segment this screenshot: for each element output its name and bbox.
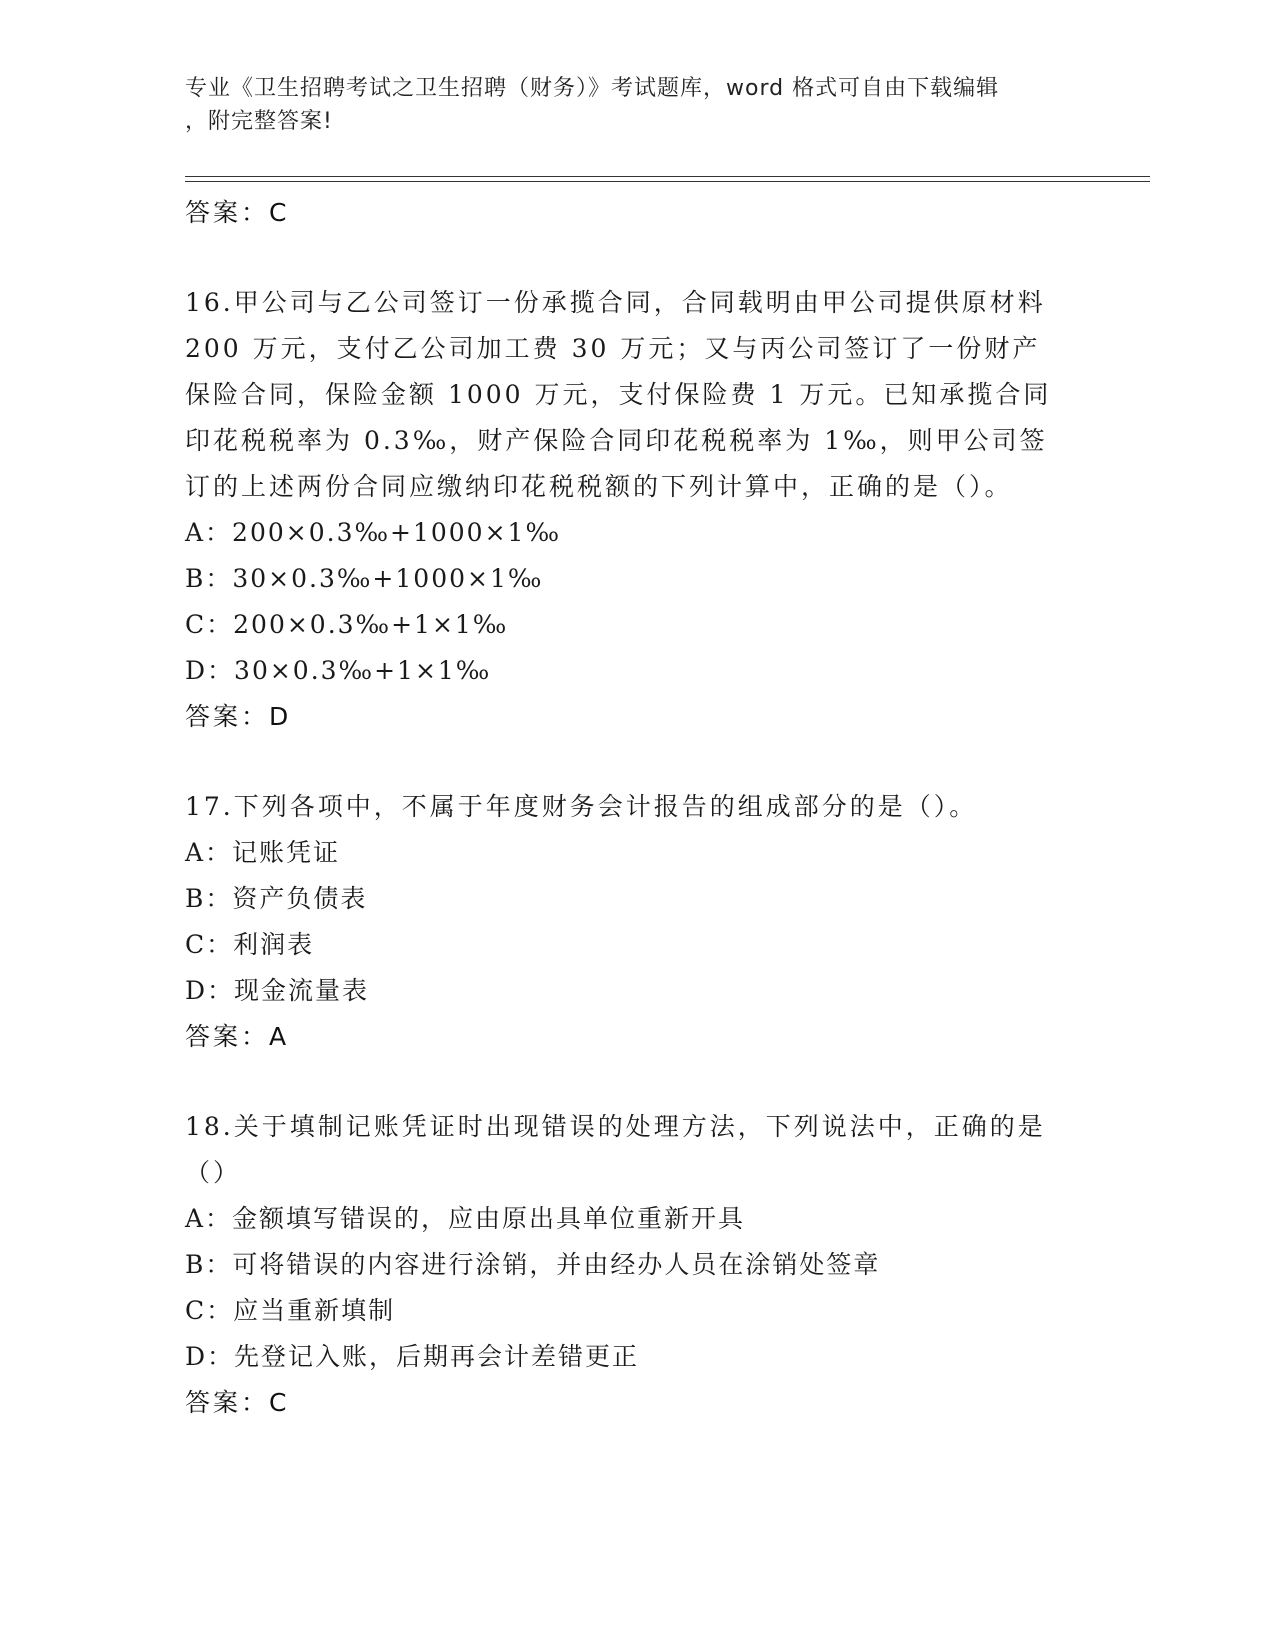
page-header bbox=[185, 72, 1065, 138]
header-line-2: ，附完整答案! bbox=[185, 109, 333, 134]
header-divider bbox=[185, 176, 1150, 182]
question-16-stem: 16.甲公司与乙公司签订一份承揽合同，合同载明由甲公司提供原材料 200 万元，支付乙公司加工费 30 万元；又与丙公司签订了一份财产保险合同，保险金额 1000 万元，支付保险费 1 万元。已知承揽合同印花税税率为 0.3‰，财产保险合同印花税税率为 1‰，则甲公司签订的上述两份合同应缴纳印花税税额的下列计算中，正确的是（）。 bbox=[185, 288, 1052, 501]
question-17-option-a: A：记账凭证 bbox=[185, 838, 341, 867]
question-18-option-d: D：先登记入账，后期再会计差错更正 bbox=[185, 1342, 640, 1371]
question-16-option-d: D：30×0.3‰+1×1‰ bbox=[185, 656, 492, 685]
document-body bbox=[185, 190, 1065, 1426]
question-18 bbox=[185, 1104, 1065, 1426]
question-16-option-c: C：200×0.3‰+1×1‰ bbox=[185, 610, 509, 639]
question-18-option-a: A：金额填写错误的，应由原出具单位重新开具 bbox=[185, 1204, 746, 1233]
question-16-option-a: A：200×0.3‰+1000×1‰ bbox=[185, 518, 561, 547]
header-line-1: 专业《卫生招聘考试之卫生招聘（财务）》考试题库，word 格式可自由下载编辑 bbox=[185, 76, 1000, 101]
spacer bbox=[185, 236, 1065, 280]
question-17-answer: 答案：A bbox=[185, 1022, 290, 1051]
spacer bbox=[185, 1060, 1065, 1104]
question-17-option-b: B：资产负债表 bbox=[185, 884, 368, 913]
question-16 bbox=[185, 280, 1065, 740]
question-17-option-c: C：利润表 bbox=[185, 930, 315, 959]
question-17-stem: 17.下列各项中，不属于年度财务会计报告的组成部分的是（）。 bbox=[185, 792, 978, 821]
question-17-option-d: D：现金流量表 bbox=[185, 976, 370, 1005]
question-16-answer: 答案：D bbox=[185, 702, 292, 731]
question-16-option-b: B：30×0.3‰+1000×1‰ bbox=[185, 564, 544, 593]
question-18-option-b: B：可将错误的内容进行涂销，并由经办人员在涂销处签章 bbox=[185, 1250, 881, 1279]
question-18-answer: 答案：C bbox=[185, 1388, 290, 1417]
answer-15: 答案：C bbox=[185, 198, 290, 227]
question-17 bbox=[185, 784, 1065, 1060]
spacer bbox=[185, 740, 1065, 784]
question-18-stem: 18.关于填制记账凭证时出现错误的处理方法，下列说法中，正确的是（） bbox=[185, 1112, 1046, 1187]
question-18-option-c: C：应当重新填制 bbox=[185, 1296, 396, 1325]
